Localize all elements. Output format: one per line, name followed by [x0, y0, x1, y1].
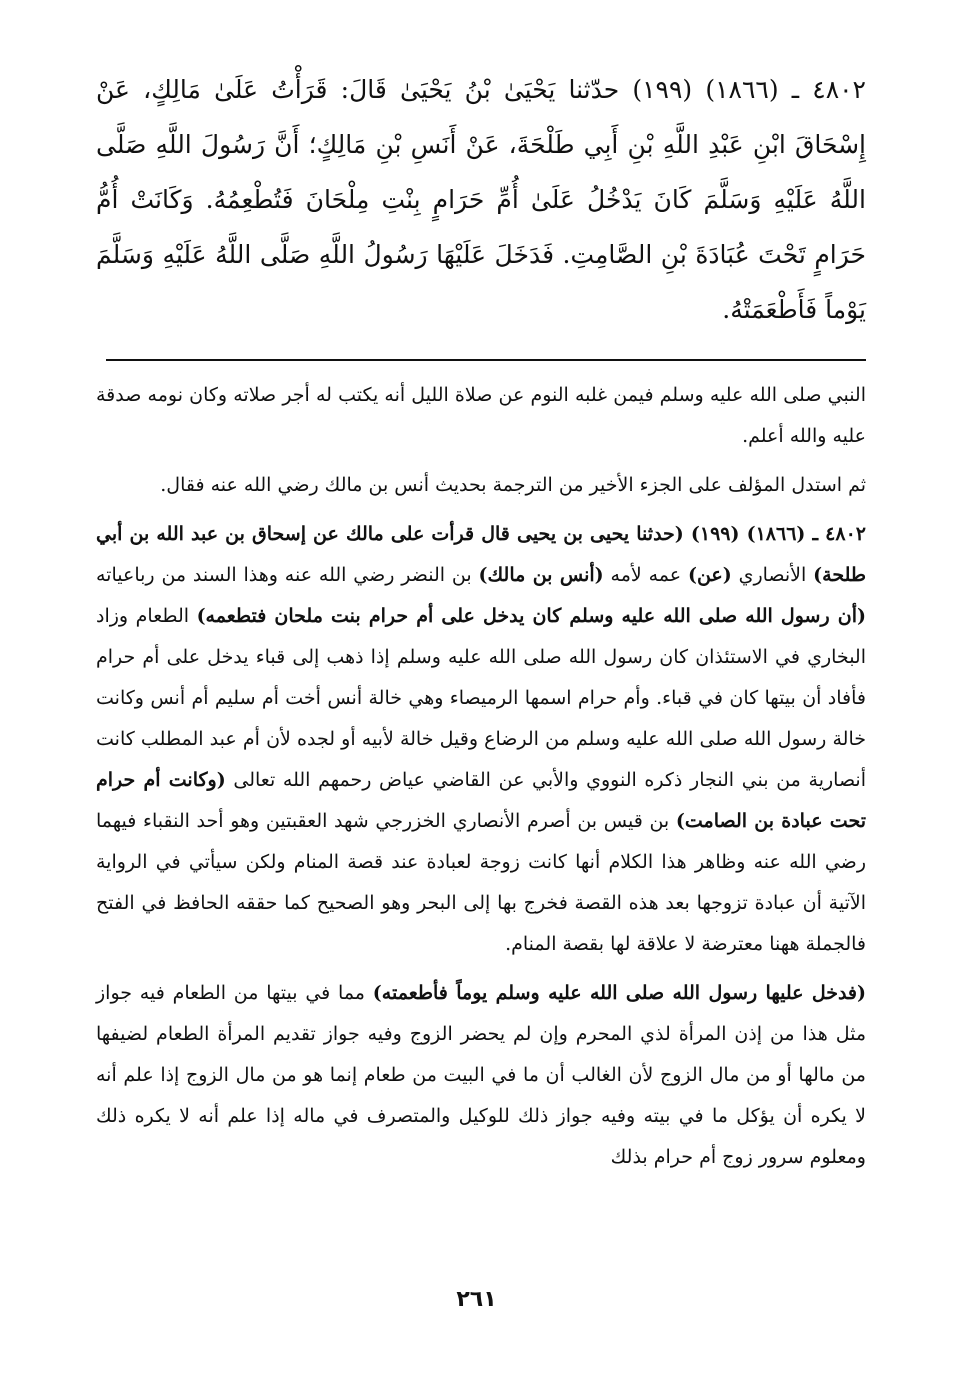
bold-segment: (فدخل عليها رسول الله صلى الله عليه وسلم يوماً فأطعمته): [372, 982, 867, 1004]
commentary-paragraph-2: ثم استدل المؤلف على الجزء الأخير من الترجمة بحديث أنس بن مالك رضي الله عنه فقال.: [160, 474, 866, 496]
text-segment: عمه لأمه: [603, 564, 688, 586]
text-segment: بن النضر رضي الله عنه وهذا السند من رباعياته: [96, 564, 479, 586]
text-segment: مما في بيتها من الطعام فيه جواز مثل هذا من إذن المرأة لذي المحرم وإن لم يحضر الزوج وفيه جواز تقديم المرأة الطعام لضيفها من مالها أو من مال الزوج لأن الغالب أن ما في البيت من طعام إنما هو من مال الزوج إذا علم أنه لا يكره أن يؤكل ما في بيته وفيه جواز ذلك للوكيل والمتصرف في ماله إذا علم أنه لا يكره ذلك ومعلوم سرور زوج أم حرام بذلك: [96, 982, 866, 1168]
hadith-text: ٤٨٠٢ ـ (١٨٦٦) (١٩٩) حدّثنا يَحْيَىٰ بْنُ يَحْيَىٰ قَالَ: قَرَأْتُ عَلَىٰ مَالِكٍ، عَنْ إِسْحَاقَ ابْنِ عَبْدِ اللَّهِ بْنِ أَبِي طَلْحَةَ، عَنْ أَنَسِ بْنِ مَالِكٍ؛ أَنَّ رَسُولَ اللَّهِ صَلَّى اللَّهُ عَلَيْهِ وَسَلَّمَ كَانَ يَدْخُلُ عَلَىٰ أُمِّ حَرَامٍ بِنْتِ مِلْحَانَ فَتُطْعِمُهُ. وَكَانَتْ أُمُّ حَرَامٍ تَحْتَ عُبَادَةَ بْنِ الصَّامِتِ. فَدَخَلَ عَلَيْهَا رَسُولُ اللَّهِ صَلَّى اللَّهُ عَلَيْهِ وَسَلَّمَ يَوْماً فَأَطْعَمَتْهُ.: [96, 75, 866, 324]
text-segment: الأنصاري: [731, 564, 814, 586]
bold-segment: ٤٨٠٢ ـ (١٨٦٦) (١٩٩) (حدثنا يحيى بن يحيى قال قرأت على مالك عن إسحاق بن عبد الله بن أبي طلحة): [96, 523, 867, 586]
footnote-divider: [106, 359, 866, 361]
commentary-paragraph-4: [96, 973, 866, 1178]
text-segment: الطعام وزاد البخاري في الاستئذان كان رسول الله صلى الله عليه وسلم إذا ذهب إلى قباء يدخل على أم حرام فأفاد أن بيتها كان في قباء. وأم حرام اسمها الرميصاء وهي خالة أنس أخت أم سليم أم أنس وكانت خالة رسول الله صلى الله عليه وسلم من الرضاع وقيل خالة لأبيه أو لجده لأن أم عبد المطلب كانت أنصارية من بني النجار ذكره النووي والأبي عن القاضي عياض رحمهم الله تعالى: [96, 605, 866, 791]
bold-segment: (أن رسول الله صلى الله عليه وسلم كان يدخل على أم حرام بنت ملحان فتطعمه): [196, 605, 866, 627]
bold-segment: (أنس بن مالك): [478, 564, 604, 586]
text-segment: بن قيس بن أصرم الأنصاري الخزرجي شهد العقبتين وهو أحد النقباء فيهما رضي الله عنه وظاهر هذا الكلام أنها كانت زوجة لعبادة عند قصة المنام ولكن سيأتي في الرواية الآتية أن عبادة تزوجها بعد هذه القصة فخرج بها إلى البحر وهو الصحيح كما حققه الحافظ في الفتح فالجملة ههنا معترضة لا علاقة لها بقصة المنام.: [96, 810, 866, 955]
bold-segment: (عن): [687, 564, 732, 586]
bold-segment: (وكانت أم حرام تحت عبادة بن الصامت): [96, 769, 866, 832]
page-number: ٢٦١: [456, 1287, 497, 1312]
commentary-paragraph-1: النبي صلى الله عليه وسلم فيمن غلبه النوم عن صلاة الليل أنه يكتب له أجر صلاته وكان نومه صدقة عليه والله أعلم.: [96, 384, 866, 447]
page-content: [96, 62, 866, 1186]
commentary-paragraph-3: [96, 514, 866, 965]
